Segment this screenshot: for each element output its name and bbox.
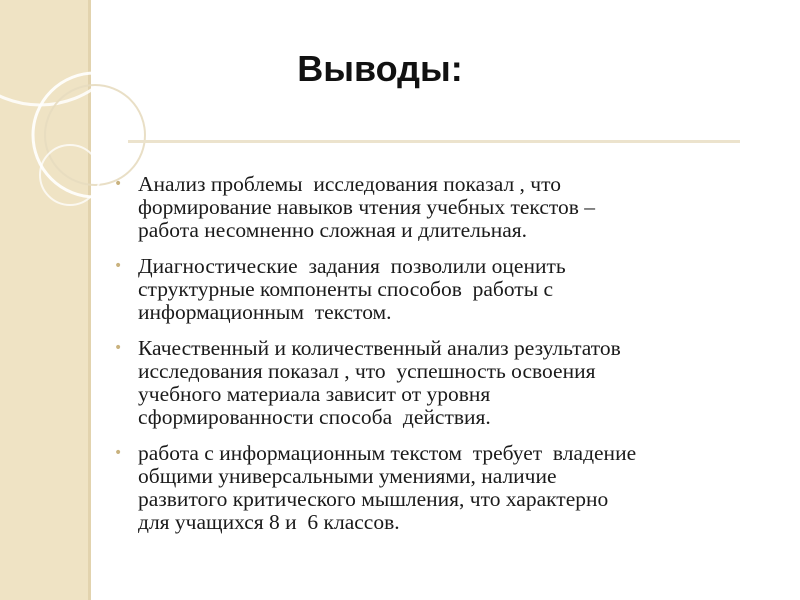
bullet-item	[112, 337, 772, 429]
bullet-icon: •	[114, 340, 123, 356]
bullet-icon: •	[114, 176, 123, 192]
bullet-item	[112, 173, 772, 242]
bullet-item	[112, 255, 772, 324]
bullet-list	[112, 173, 772, 547]
bullet-text: Диагностические задания позволили оценить структурные компоненты способов работы с информационным текстом.	[138, 254, 566, 324]
bullet-icon: •	[114, 445, 123, 461]
bullet-text: работа с информационным текстом требует владение общими универсальными умениями, наличие развитого критического мышления, что характерно для учащихся 8 и 6 классов.	[138, 441, 637, 534]
title-divider	[128, 140, 740, 143]
title-container	[200, 48, 560, 90]
bullet-text: Анализ проблемы исследования показал , что формирование навыков чтения учебных текстов – работа несомненно сложная и длительная.	[138, 172, 596, 242]
inner-ring	[45, 85, 145, 185]
slide-title: Выводы:	[297, 48, 463, 89]
bullet-item	[112, 442, 772, 534]
bullet-icon: •	[114, 258, 123, 274]
bullet-text: Качественный и количественный анализ результатов исследования показал , что успешность освоения учебного материала зависит от уровня сформированности способа действия.	[138, 336, 621, 429]
